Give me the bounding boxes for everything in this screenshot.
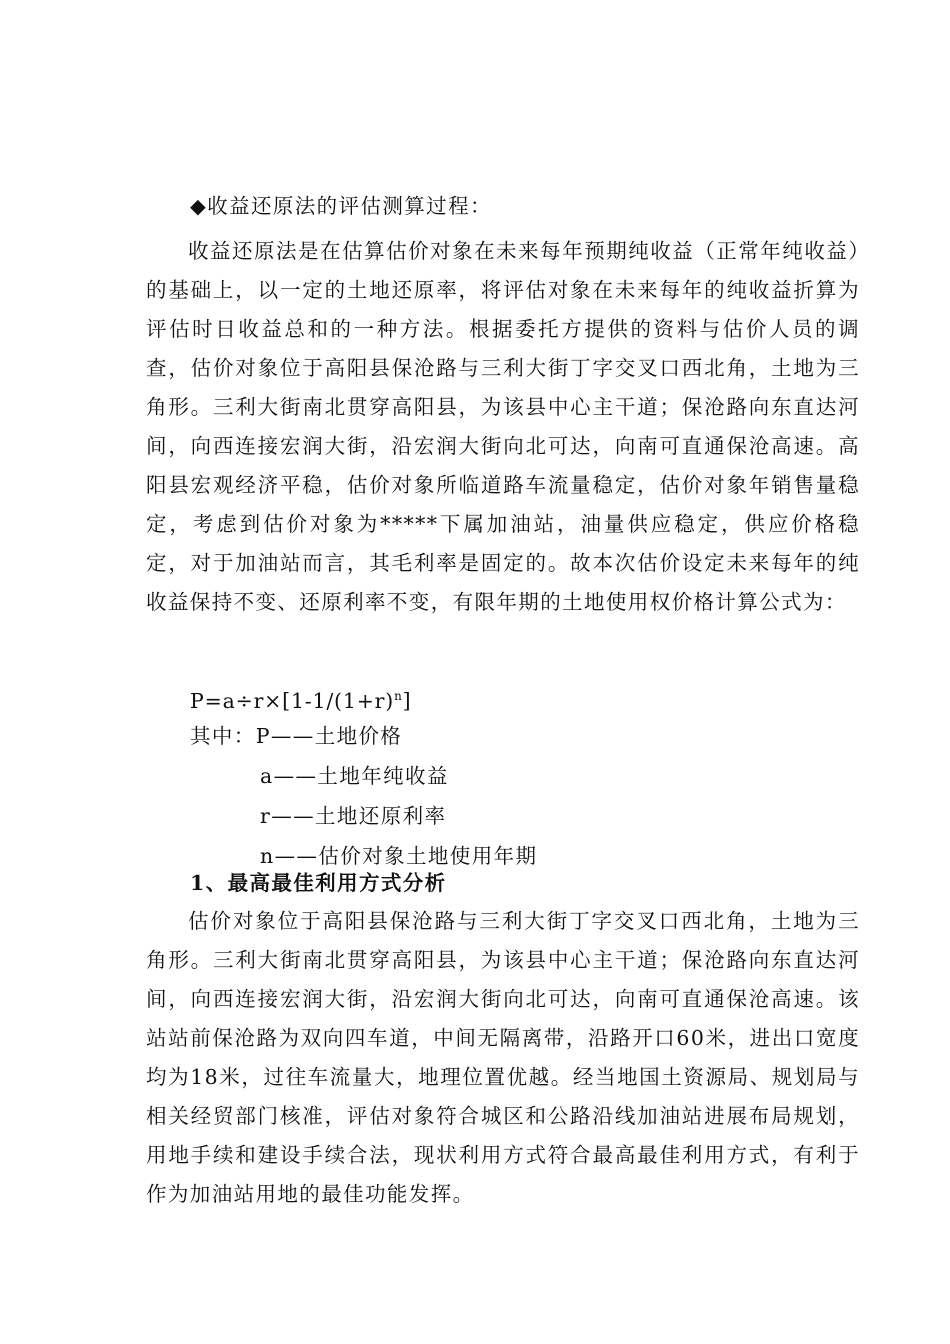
formula-exponent: n xyxy=(394,689,403,703)
formula-main xyxy=(190,681,411,716)
formula-close: ] xyxy=(402,689,412,713)
formula-expression: P=a÷r×[1-1/(1+r) xyxy=(190,689,395,713)
section-1-paragraph: 估价对象位于高阳县保沧路与三利大街丁字交叉口西北角，土地为三角形。三利大街南北贯穿高阳县，为该县中心主干道；保沧路向东直达河间，向西连接宏润大街，沿宏润大街向北可达，向南可直通保沧高速。该站站前保沧路为双向四车道，中间无隔离带，沿路开口60米，进出口宽度均为18米，过往车流量大，地理位置优越。经当地国土资源局、规划局与相关经贸部门核准，评估对象符合城区和公路沿线加油站进展布局规划，用地手续和建设手续合法，现状利用方式符合最高最佳利用方式，有利于作为加油站用地的最佳功能发挥。 xyxy=(146,909,860,1206)
section-intro-body xyxy=(146,232,860,622)
section-1-heading: 1、最高最佳利用方式分析 xyxy=(190,871,447,895)
section-intro-title: ◆收益还原法的评估测算过程： xyxy=(190,194,492,218)
formula-def-r: r——土地还原利率 xyxy=(260,804,447,828)
section-intro-paragraph: 收益还原法是在估算估价对象在未来每年预期纯收益（正常年纯收益）的基础上，以一定的土地还原率，将评估对象在未来每年的纯收益折算为评估时日收益总和的一种方法。根据委托方提供的资料与估价人员的调查，估价对象位于高阳县保沧路与三利大街丁字交叉口西北角，土地为三角形。三利大街南北贯穿高阳县，为该县中心主干道；保沧路向东直达河间，向西连接宏润大街，沿宏润大街向北可达，向南可直通保沧高速。高阳县宏观经济平稳，估价对象所临道路车流量稳定，估价对象年销售量稳定，考虑到估价对象为*****下属加油站，油量供应稳定，供应价格稳定，对于加油站而言，其毛利率是固定的。故本次估价设定未来每年的纯收益保持不变、还原利率不变，有限年期的土地使用权价格计算公式为： xyxy=(146,239,860,614)
formula-def-a: a——土地年纯收益 xyxy=(260,764,449,788)
formula-def-p: 其中：P——土地价格 xyxy=(190,724,403,748)
section-1-body xyxy=(146,902,860,1214)
formula-def-n: n——估价对象土地使用年期 xyxy=(260,844,538,868)
